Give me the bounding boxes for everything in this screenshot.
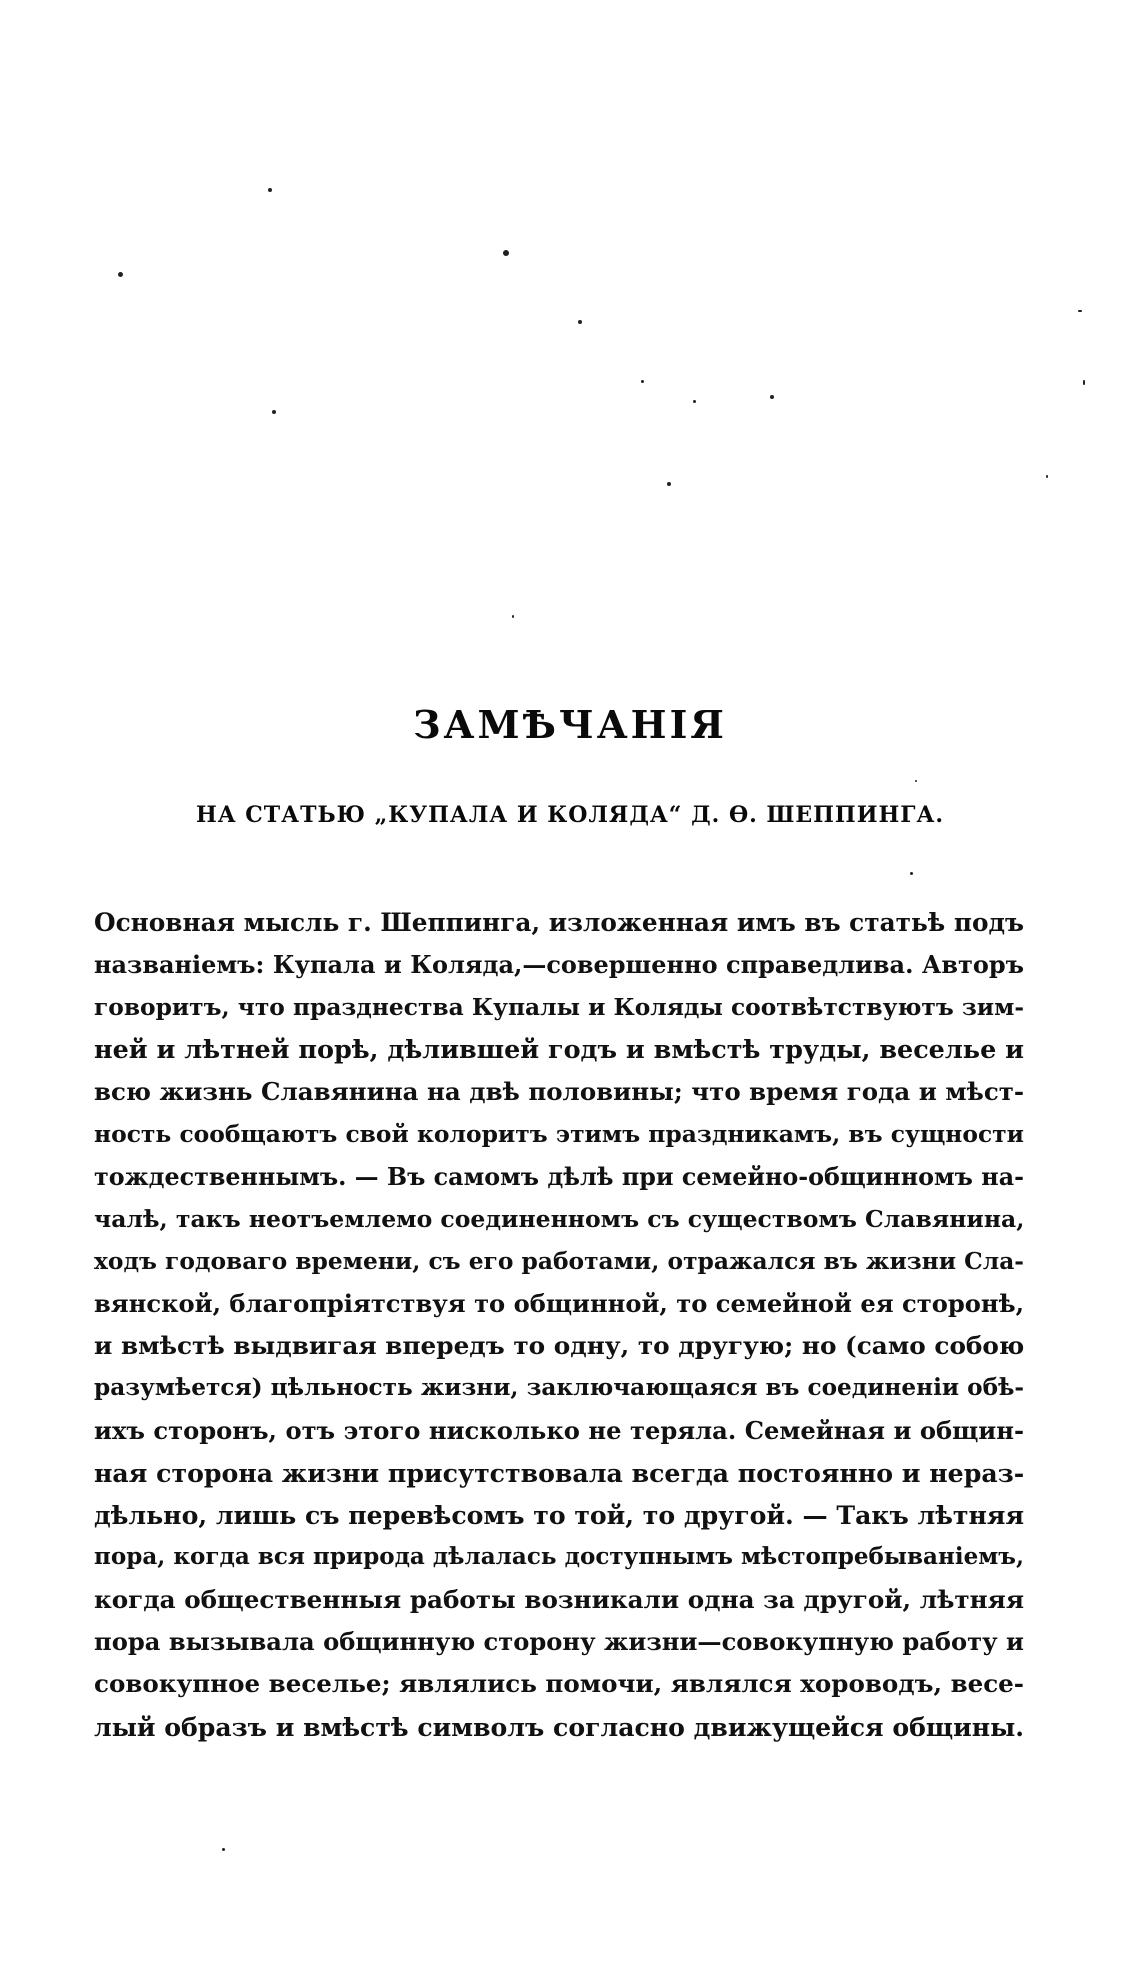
text-line: названіемъ: Купала и Коляда,—совершенно справедлива. Авторъ (94, 951, 1024, 980)
text-line: совокупное веселье; являлись помочи, являлся хороводъ, весе- (94, 1669, 1024, 1699)
text-line: когда общественныя работы возникали одна за другой, лѣтняя (94, 1584, 1024, 1614)
text-line: ходъ годоваго времени, съ его работами, отражался въ жизни Сла- (94, 1247, 1024, 1276)
speck (268, 188, 272, 192)
text-line: пора, когда вся природа дѣлалась доступнымъ мѣстопребываніемъ, (94, 1543, 1024, 1571)
text-line: вянской, благопріятствуя то общинной, то семейной ея сторонѣ, (94, 1288, 1024, 1318)
page-subtitle: НА СТАТЬЮ „КУПАЛА И КОЛЯДА“ Д. Ѳ. ШЕППИНГА. (195, 802, 945, 828)
text-line: ность сообщаютъ свой колоритъ этимъ праздникамъ, въ сущности (94, 1120, 1024, 1149)
speck (1046, 475, 1048, 478)
speck (118, 272, 123, 277)
speck (503, 250, 509, 256)
speck (667, 482, 671, 486)
speck (512, 615, 514, 618)
speck (910, 872, 913, 875)
speck (1083, 380, 1085, 385)
text-line: Основная мысль г. Шеппинга, изложенная имъ въ статьѣ подъ (94, 908, 1024, 937)
text-line: говоритъ, что празднества Купалы и Коляды соотвѣтствуютъ зим- (94, 993, 1024, 1021)
text-line: ная сторона жизни присутствовала всегда постоянно и нераз- (94, 1457, 1025, 1488)
text-line: разумѣется) цѣльность жизни, заключающаяся въ соединеніи обѣ- (94, 1374, 1024, 1402)
text-line: чалѣ, такъ неотъемлемо соединенномъ съ существомъ Славянина, (94, 1205, 1025, 1234)
text-line: пора вызывала общинную сторону жизни—совокупную работу и (94, 1627, 1024, 1657)
speck (272, 410, 276, 414)
speck (222, 1848, 225, 1851)
text-line: тождественнымъ. — Въ самомъ дѣлѣ при семейно-общинномъ на- (94, 1162, 1024, 1191)
speck (578, 320, 582, 324)
speck (693, 400, 696, 403)
text-line: ихъ сторонъ, отъ этого нисколько не теряла. Семейная и общин- (94, 1415, 1024, 1445)
speck (770, 395, 774, 399)
text-line: всю жизнь Славянина на двѣ половины; что время года и мѣст- (94, 1077, 1025, 1107)
speck (1078, 310, 1082, 312)
speck (641, 380, 644, 383)
text-line: и вмѣстѣ выдвигая впередъ то одну, то другую; но (само собою (94, 1330, 1025, 1360)
text-line: дѣльно, лишь съ перевѣсомъ то той, то другой. — Такъ лѣтняя (94, 1500, 1025, 1531)
text-line: ней и лѣтней порѣ, дѣлившей годъ и вмѣстѣ труды, веселье и (94, 1034, 1024, 1065)
body-paragraph (94, 902, 1024, 1748)
speck (915, 780, 917, 782)
page-title: ЗАМѢЧАНІЯ (413, 702, 727, 747)
text-line: лый образъ и вмѣстѣ символъ согласно движущейся общины. (94, 1711, 1025, 1742)
